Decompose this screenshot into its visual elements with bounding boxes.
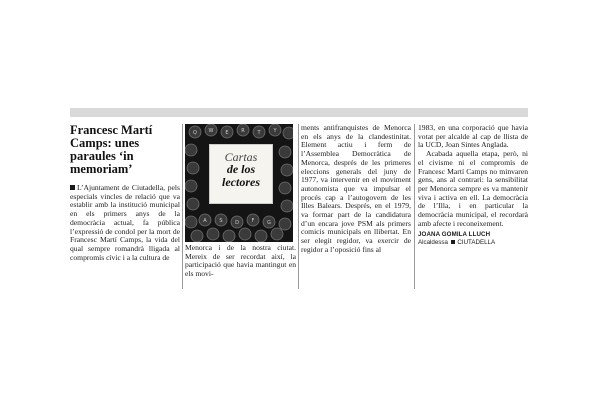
article-col3-text: ments antifranquistes de Menorca en els anys de la clandestinitat. Element actiu i ferm de l’Assemblea Democràtica de Menorca, després de les primeres eleccions generals del juny de 1977, va intervenir en el moviment autonomista que va impulsar el procés cap a l’autogovern de les Illes Balears. Després, en el 1979, va formar part de la candidatura d’un encara jove PSM als primers comicis municipals en llibertat. En ser elegit regidor, va exercir de regidor a l’oposició fins al [301,123,411,254]
svg-text:T: T [257,130,261,136]
column-divider [414,124,415,289]
svg-text:E: E [225,130,229,136]
card-title-line-1: Cartas [224,150,258,164]
card-title-line-3: lectores [222,175,260,189]
section-top-band [70,108,528,117]
svg-text:A: A [203,218,207,224]
svg-text:Y: Y [273,128,277,134]
letters-section-photo [185,124,293,242]
column-divider [298,124,299,289]
svg-text:D: D [235,220,239,226]
article-col4-paragraph-2: Acabada aquella etapa, però, ni el civisme ni el compromís de Francesc Martí Camps no minvaren gens, ans al contrari: la sensibilitat per Menorca sempre es va mantenir viva i activa en ell. La democràcia de l’Illa, i en particular la democràcia municipal, el recordarà amb afecte i reconeixement. [418,149,528,228]
letters-section-card [209,144,273,204]
square-bullet-icon [451,240,455,244]
article-headline: Francesc Martí Camps: unes paraules ‘in memoriam’ [70,123,153,176]
signature-name: JOANA GOMILA LLUCH [418,231,491,239]
article-column-4 [418,124,528,247]
svg-text:F: F [251,218,255,224]
article-column-1 [70,124,180,262]
svg-text:W: W [208,128,214,134]
signature-role: Alcaldessa [418,239,448,247]
svg-text:Q: Q [193,130,197,136]
article-col1-text: L’Ajuntament de Ciutadella, pels especials vincles de relació que va establir amb la institució municipal en els primers anys de la democràcia actual, fa pública l’expressió de condol per la mort de Francesc Martí Camps, la vida del qual sempre romandrà lligada al compromís cívic i a la cultura de [70,183,180,262]
square-bullet-icon [70,185,75,190]
column-divider [182,124,183,289]
signature-place: CIUTADELLA [457,239,496,247]
article-col4-paragraph-1: 1983, en una corporació que havia votat per alcalde al cap de llista de la UCD, Joan Sintes Anglada. [418,123,528,150]
card-title-line-2: de los [226,162,256,176]
signature-line [418,239,528,247]
article-column-2 [185,124,296,279]
svg-text:G: G [267,220,271,226]
article-paragraph-1 [70,184,180,262]
svg-text:R: R [241,128,245,134]
article-col2-text: Menorca i de la nostra ciutat. Mereix de ser recordat així, la participació que havia mantingut en els movi- [185,243,296,279]
svg-text:S: S [219,218,223,224]
article-column-3 [301,124,411,255]
